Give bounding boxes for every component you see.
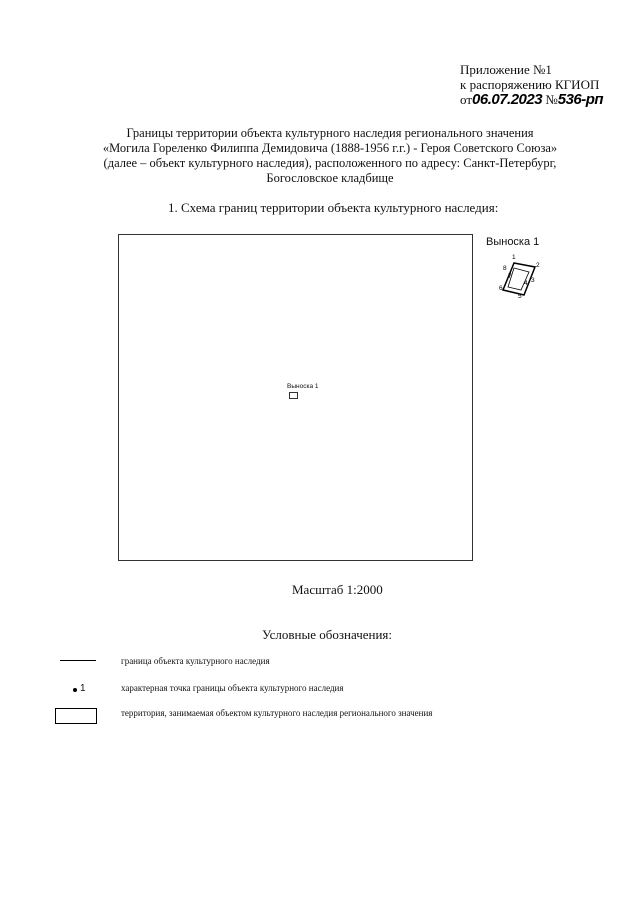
appendix-date: 06.07.2023 bbox=[472, 91, 543, 108]
title-line-4: Богословское кладбище bbox=[266, 171, 394, 185]
appendix-from-prefix: от bbox=[460, 92, 473, 107]
callout-point-6: 6 bbox=[499, 285, 503, 292]
legend-heading: Условные обозначения: bbox=[262, 627, 393, 642]
appendix-block bbox=[460, 62, 603, 107]
schema-heading: 1. Схема границ территории объекта культурного наследия: bbox=[168, 200, 499, 215]
callout-title: Выноска 1 bbox=[486, 236, 540, 248]
legend-area-text: территория, занимаемая объектом культурного наследия регионального значения bbox=[121, 708, 433, 718]
appendix-number: 536-рп bbox=[557, 91, 604, 108]
appendix-title: Приложение №1 bbox=[460, 62, 552, 77]
title-line-2: «Могила Гореленко Филиппа Демидовича (1888-1956 г.г.) - Героя Советского Союза» bbox=[102, 141, 558, 155]
callout-point-8: 8 bbox=[503, 265, 507, 272]
callout-diagram bbox=[490, 250, 550, 310]
map-callout-marker bbox=[289, 392, 298, 399]
legend-area-symbol bbox=[55, 708, 97, 724]
callout-point-5: 5 bbox=[518, 293, 522, 300]
appendix-order-ref: к распоряжению КГИОП bbox=[460, 77, 600, 92]
legend-point-symbol bbox=[73, 688, 77, 692]
map-callout-label: Выноска 1 bbox=[287, 383, 319, 390]
callout-point-4: 4 bbox=[524, 280, 528, 287]
legend-line-text: граница объекта культурного наследия bbox=[121, 656, 270, 666]
legend-line-symbol bbox=[60, 660, 96, 661]
legend-point-text: характерная точка границы объекта культурного наследия bbox=[121, 683, 344, 693]
callout-point-2: 2 bbox=[536, 262, 540, 269]
legend-point-number: 1 bbox=[80, 683, 86, 694]
appendix-date-number-line bbox=[460, 92, 603, 107]
callout-point-3: 3 bbox=[531, 277, 535, 284]
title-line-3: (далее – объект культурного наследия), расположенного по адресу: Санкт-Петербург, bbox=[103, 156, 557, 170]
document-title bbox=[40, 126, 620, 186]
callout-point-1: 1 bbox=[512, 254, 516, 261]
title-line-1: Границы территории объекта культурного наследия регионального значения bbox=[126, 126, 534, 140]
appendix-number-prefix: № bbox=[545, 92, 558, 107]
map-scale: Масштаб 1:2000 bbox=[292, 582, 383, 597]
callout-point-7: 7 bbox=[508, 273, 512, 280]
